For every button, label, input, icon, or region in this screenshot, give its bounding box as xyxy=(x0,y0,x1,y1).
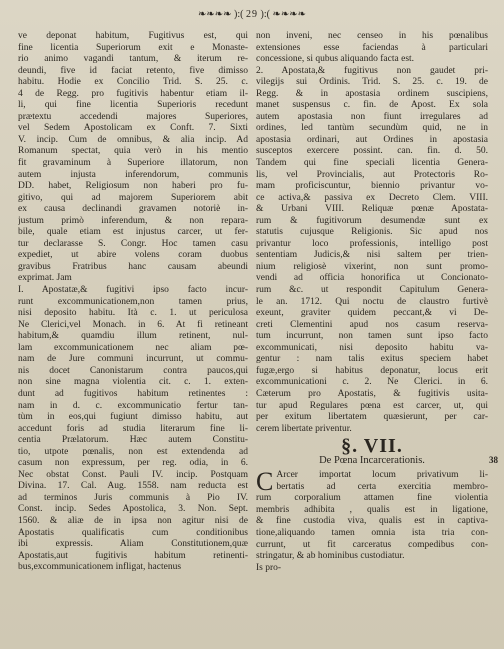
text-line: nam de Jure communi incurrunt, ut commu- xyxy=(18,354,248,365)
text-line: autem apostasia non fiunt irregulares ad xyxy=(256,111,488,122)
text-line: non inveni, nec censeo in his pœnalibus xyxy=(256,31,488,41)
text-line: gentur : nam talis exitus speciem habet xyxy=(256,354,488,365)
text-line: habitu. Hodie ex Concilio Trid. S. 25. c. xyxy=(18,77,248,88)
text-line: Regg. & in apostasia ordinem suscipiens, xyxy=(256,88,488,99)
text-line: ve deponat habitum, Fugitivus est, qui xyxy=(18,31,248,41)
text-line: vel Sedem Apostolicam ex Conft. 7. Sixti xyxy=(18,123,248,134)
text-line: lam excommunicationem nec aliam pœ- xyxy=(18,342,248,353)
text-line: tione,aliquando tamen omnia ista tria con- xyxy=(256,527,488,538)
text-line: ad terminos Juris communis à Pio IV. xyxy=(18,492,248,503)
left-column xyxy=(18,31,248,574)
text-line: li, qui fine licentia Superioris recedunt xyxy=(18,100,248,111)
text-line: cerem libertate priventur. xyxy=(256,423,352,434)
text-line: DD. habet, Religiosum non haberi pro fu- xyxy=(18,181,248,192)
text-line: vendi ad officia honorifica ut Concionato- xyxy=(256,273,488,284)
text-line: justum primò inferendum, & non repara- xyxy=(18,215,248,226)
text-line: ibi expressis. Aliam Constitutionem,quæ xyxy=(18,539,248,550)
header-ornament-left: ❧❧❧❧ ):( xyxy=(198,9,246,20)
text-line: excommunicationi c. 2. Ne Clerici. in 6. xyxy=(256,377,488,388)
text-line: tùm in eos,qui fugiunt dimisso habitu, aut xyxy=(18,412,248,423)
text-line: tio, utpote pœnalis, non est extendenda ad xyxy=(18,446,248,457)
right-column xyxy=(256,31,498,574)
section-body-lines xyxy=(256,467,488,562)
text-line: susceptos exercere possint. can. fin. d. 50. xyxy=(256,146,488,157)
margin-number: 38 xyxy=(489,454,498,465)
text-line: Cæterum pro Apostatis, & fugitivis usita- xyxy=(256,388,488,399)
text-line: tur apud Regulares pœna est carcer, ut, qui xyxy=(256,400,488,411)
text-line: 2. Apostata,& fugitivus non gaudet pri- xyxy=(256,65,488,76)
text-line: Apostatis qualificatis cum conditionibus xyxy=(18,527,248,538)
text-line: deundi, five id faciat retento, five dimisso xyxy=(18,65,248,76)
text-line: fugæ,ergo si habitus deponatur, locus erit xyxy=(256,365,488,376)
drop-cap: C xyxy=(256,467,274,497)
text-line: extensiones esse faciendas à particulari xyxy=(256,42,488,53)
text-line: vilegijs sui Ordinis. Trid. S. 25. c. 19. de xyxy=(256,77,488,88)
text-line: centia Prælatorum. Hæc autem Constitu- xyxy=(18,435,248,446)
text-line: fine licentia Superiorum exit e Monaste- xyxy=(18,42,248,53)
text-line: non sine magna violentia cit. c. 1. exten- xyxy=(18,377,248,388)
text-line: casum non expressum, per reg. odia, in 6. xyxy=(18,458,248,469)
text-line: currunt, ut fit carceratus compedibus con- xyxy=(256,539,488,550)
text-line: 4 de Regg. pro fugitivis habentur etiam il- xyxy=(18,88,248,99)
text-line: Ne Clerici,vel Monach. in 6. At fi retineant xyxy=(18,319,248,330)
text-line: Apostatis,aut fugitivis habitum retinenti- xyxy=(18,550,248,561)
text-line: autem injusta inferendorum, communis xyxy=(18,169,248,180)
text-line: sententiam Judicis,& nisi saltem per trien- xyxy=(256,250,488,261)
text-line: expediet, ut abire volens coram duobus xyxy=(18,250,248,261)
text-line: dunt ad fugitivos habitum retinentes : xyxy=(18,388,248,399)
text-line: stringatur, & ab hominibus custodiatur. xyxy=(256,551,405,562)
section-body xyxy=(256,467,488,562)
text-line: fit gravaminum à Superiore illatorum, non xyxy=(18,158,248,169)
text-line: bertatis ad certa exercitia membro- xyxy=(276,481,488,492)
text-line: ex causa declinandi gravamen notoriè in- xyxy=(18,204,248,215)
text-line: concessione, si qubus aliquando facta est. xyxy=(256,54,415,65)
text-line: rio animo vagandi tantum, & iterum re- xyxy=(18,54,248,65)
text-line: & Urbani VIII. Reliquæ pœnæ Apostata- xyxy=(256,204,488,215)
text-line: nium religiosè vixerint, non sunt promo- xyxy=(256,261,488,272)
text-line: creti Clementini apud nos casum reserva- xyxy=(256,319,488,330)
text-line: manet suspensus c. fin. de Apost. Ex sola xyxy=(256,100,488,111)
text-line: Romanum spectat, quia verò in his mentio xyxy=(18,146,248,157)
text-line: gravibus Fratribus hanc causam abeundi xyxy=(18,261,248,272)
text-line: gitivo, qui ad majorem Superiorem abit xyxy=(18,192,248,203)
text-line: rum & fugitivorum desumendæ sunt ex xyxy=(256,215,488,226)
text-line: I. Apostatæ,& fugitivi ipso facto incur- xyxy=(18,285,248,296)
text-line: lis, vel Provincialis, aut Protectoris Ro- xyxy=(256,169,488,180)
section-number: §. VII. xyxy=(341,435,403,458)
text-line: accedunt foris ad studia literarum fine li- xyxy=(18,423,248,434)
text-line: runt excommunicationem,non tamen prius, xyxy=(18,296,248,307)
text-line: prætextu accedendi majores Superiores, xyxy=(18,111,248,122)
text-line: membris adhibita , qualis est in ligatione, xyxy=(256,504,488,515)
text-line: habitum,& quamdiu illum retinent, nul- xyxy=(18,331,248,342)
text-line: ordines, led tantùm secundùm quid, ne in xyxy=(256,123,488,134)
text-line: rum corporalium attamen fine violentia xyxy=(256,493,488,504)
right-column-top-text xyxy=(256,31,488,435)
text-line: ce activa,& passiva ex Decreto Clem. VIII. xyxy=(256,192,488,203)
section-title-row xyxy=(256,454,498,467)
text-line: 1560. & aliæ de in ipsa non agitur nisi de xyxy=(18,515,248,526)
text-line: rum &c. ut respondit Capitulum Genera- xyxy=(256,285,488,296)
text-line: per exitum libertatem quæsierunt, per car- xyxy=(256,412,488,423)
text-line: privantur loco professionis, intelligo post xyxy=(256,238,488,249)
text-line: statutis cujusque Religionis. Sic apud nos xyxy=(256,227,488,238)
text-line: bus,excommunicationem infligat, hactenus xyxy=(18,562,182,573)
text-line: apostasia ordinari, aut Ordines in apostasia xyxy=(256,134,488,145)
text-line: Divina. 17. Cal. Aug. 1558. nam reducta est xyxy=(18,481,248,492)
section-title: De Pœna Incarcerationis. xyxy=(319,454,425,466)
catchword: Is pro- xyxy=(256,562,282,573)
text-line: Const. incip. Sedes Apostolica, 3. Non. Sept. xyxy=(18,504,248,515)
text-line: bile, quale etiam est injustus carcer, ut fer- xyxy=(18,227,248,238)
text-line: V. incip. Cum de omnibus, & alia incip. Ad xyxy=(18,134,248,145)
text-line: tum incurrunt, non tamen sunt ipso facto xyxy=(256,331,488,342)
text-line: exeunt, graviter quidem peccant,& vi De- xyxy=(256,308,488,319)
text-line: exprimat. Jam xyxy=(18,273,72,284)
text-line: nis docet Canonistarum contra paucos,qui xyxy=(18,365,248,376)
text-line: Arcer importat locum privativum li- xyxy=(276,470,488,481)
text-line: nisi deposito habitu. Ità c. 1. ut periculosa xyxy=(18,308,248,319)
running-header xyxy=(0,9,504,20)
page-number: 29 xyxy=(246,9,258,20)
text-line: le an. 1712. Qui noctu de claustro furtivè xyxy=(256,296,488,307)
text-line: Nec obstat Const. Pauli IV. incip. Postquam xyxy=(18,469,248,480)
text-line: mam proficiscuntur, biennio privantur vo- xyxy=(256,181,488,192)
text-line: Tandem qui fine speciali licentia Genera- xyxy=(256,158,488,169)
text-line: & fine custodia viva, qualis est in captiva- xyxy=(256,516,488,527)
text-line: tur declarasse S. Congr. Hoc tamen casu xyxy=(18,238,248,249)
text-line: nam in d. c. excommunicatio fertur tan- xyxy=(18,400,248,411)
text-line: excommunicati, nisi deposito habitu va- xyxy=(256,342,488,353)
header-ornament-right: ):( ❧❧❧❧ xyxy=(258,9,306,20)
